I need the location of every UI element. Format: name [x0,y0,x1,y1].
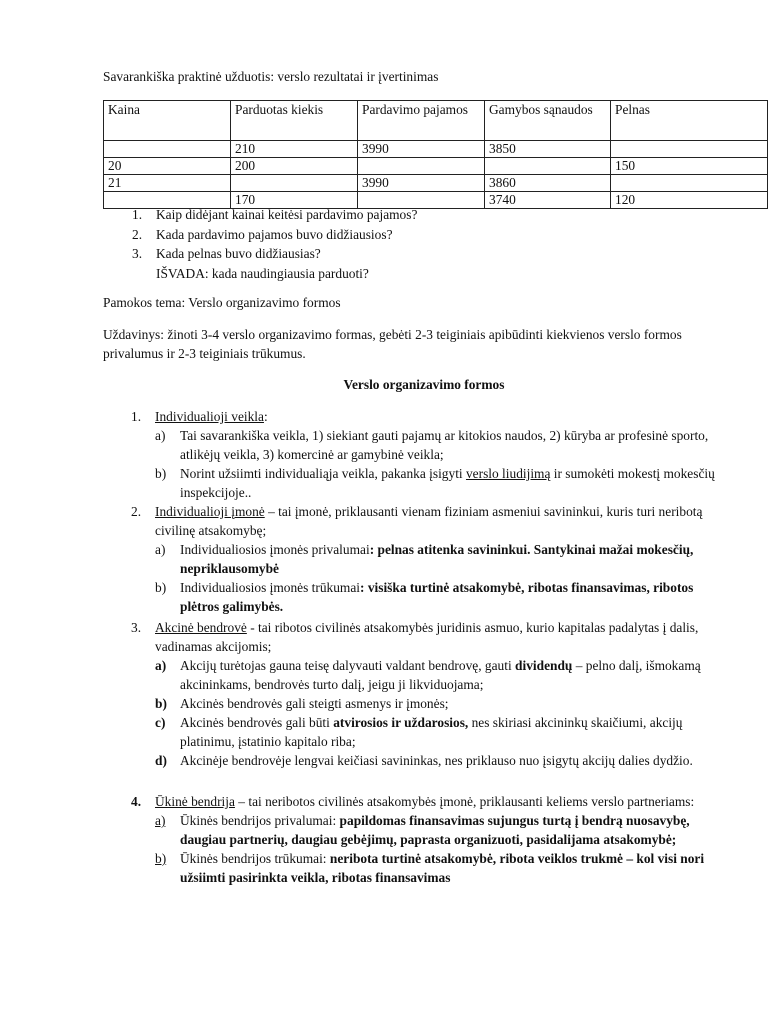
task-heading: Savarankiška praktinė užduotis: verslo rezultatai ir įvertinimas [103,69,439,84]
form-individual-activity [131,407,731,502]
list-number: 3. [132,246,143,261]
table-header-cell: Gamybos sąnaudos [485,101,611,141]
form-joint-stock-company [131,618,731,770]
section-title: Verslo organizavimo formos [343,377,505,392]
table-cell: 21 [104,175,231,192]
table-header-cell: Parduotas kiekis [231,101,358,141]
conclusion-text: IŠVADA: kada naudingiausia parduoti? [156,265,369,281]
lesson-topic: Pamokos tema: Verslo organizavimo formos [103,295,341,310]
list-item [132,205,417,225]
objective-paragraph: Uždavinys: žinoti 3-4 verslo organizavimo formas, gebėti 2-3 teiginiais apibūdinti kiekvienos verslo formos privalumus ir 2-3 teiginiais trūkumus. [103,327,682,361]
sub-item: c) Akcinės bendrovės gali būti atvirosios ir uždarosios, nes skiriasi akcininkų skaičiumi, akcijų platinimu, įstatinio kapitalo riba; [155,715,683,749]
table-header-row [104,101,768,141]
question-list [132,205,417,283]
list-number: 1. [131,409,142,424]
sub-item: b) Individualiosios įmonės trūkumai: visiška turtinė atsakomybė, ribotas finansavimas, ribotos plėtros galimybės. [155,580,694,614]
list-item: 2. Individualioji įmonė – tai įmonė, priklausanti vienam fiziniam asmeniui savininkui, kuris turi neribotą civilinę atsakomybę; [131,504,703,538]
list-number: 2. [131,504,142,519]
list-item [132,244,417,264]
table-cell: 210 [231,141,358,158]
table-cell: 150 [611,158,768,175]
table-cell [104,141,231,158]
table-cell [611,141,768,158]
table-cell [485,158,611,175]
table-cell: 3990 [358,175,485,192]
sub-item-text: Tai savarankiška veikla, 1) siekiant gauti pajamų ar kitokios naudos, 2) kūryba ar profesinė sporto, atlikėjų veikla, 3) komercinė ar gamybinė veikla; [180,428,709,462]
list-item: 4. Ūkinė bendrija – tai neribotos civilinės atsakomybės įmonė, priklausanti keliems verslo partneriams: [131,794,695,809]
table-header-cell: Pardavimo pajamos [358,101,485,141]
table-header-cell: Kaina [104,101,231,141]
sub-item: a) Ūkinės bendrijos privalumai: papildomas finansavimas sujungus turtą į bendrą nuosavybę, daugiau partnerių, daugiau gebėjimų, paprasta organizuoti, pasidalijama atsakomybė; [155,813,690,847]
list-item [132,264,417,284]
form-title: Akcinė bendrovė [155,620,247,635]
form-title: Ūkinė bendrija [155,794,235,809]
table-cell: 120 [611,192,768,209]
list-item: 3. Akcinė bendrovė - tai ribotos civilinės atsakomybės juridinis asmuo, kurio kapitalas padalytas į dalis, vadinamas akcijomis; [131,620,699,654]
sub-item: b) Akcinės bendrovės gali steigti asmenys ir įmonės; [155,696,449,711]
table-row [104,141,768,158]
sub-item: d) Akcinėje bendrovėje lengvai keičiasi savininkas, nes priklauso nuo įsigytų akcijų dalies dydžio. [155,753,693,768]
question-text: Kaip didėjant kainai keitėsi pardavimo pajamos? [156,207,418,222]
list-number: 2. [132,226,143,242]
question-text: Kada pelnas buvo didžiausias? [156,246,321,261]
table-cell: 3850 [485,141,611,158]
table-cell: 3740 [485,192,611,209]
question-text: Kada pardavimo pajamos buvo didžiausios? [156,226,393,242]
table-cell [611,175,768,192]
form-title: Individualioji įmonė [155,504,265,519]
table-cell: 200 [231,158,358,175]
sub-item: a) Tai savarankiška veikla, 1) siekiant gauti pajamų ar kitokios naudos, 2) kūryba ar profesinė sporto, atlikėjų veikla, 3) komercinė ar gamybinė veikla; [155,426,731,464]
table-row [104,158,768,175]
table-header-cell: Pelnas [611,101,768,141]
list-number: 3. [131,620,142,635]
sub-item: a) Individualiosios įmonės privalumai: pelnas atitenka savininkui. Santykinai mažai mokesčių, nepriklausomybė [155,542,694,576]
table-row [104,175,768,192]
table-cell: 170 [231,192,358,209]
table-cell [358,158,485,175]
verslo-liudijimas-link: verslo liudijimą [465,466,551,481]
table-cell: 20 [104,158,231,175]
sub-item: a) Akcijų turėtojas gauna teisę dalyvauti valdant bendrovę, gauti dividendų – pelno dalį, išmokamą akcininkams, bendrovės turto dalį, jeigu ji likviduojama; [155,658,701,692]
form-partnership [131,792,731,887]
form-individual-enterprise [131,502,731,616]
list-number: 4. [131,794,142,809]
list-item [132,225,417,245]
list-item: 1. Individualioji veikla: [131,409,268,424]
list-number: 1. [132,207,143,222]
table-cell: 3860 [485,175,611,192]
sub-item: b) Ūkinės bendrijos trūkumai: neribota turtinė atsakomybė, ribota veiklos trukmė – kol visi nori užsiimti pasirinkta veikla, ribotas finansavimas [155,851,705,885]
results-table [103,100,768,209]
table-cell [231,175,358,192]
form-title: Individualioji veikla [155,409,264,424]
sub-item: b) Norint užsiimti individualiąja veikla, pakanka įsigyti verslo liudijimą ir sumokėti mokestį mokesčių inspekcijoje.. [155,466,715,500]
table-cell: 3990 [358,141,485,158]
